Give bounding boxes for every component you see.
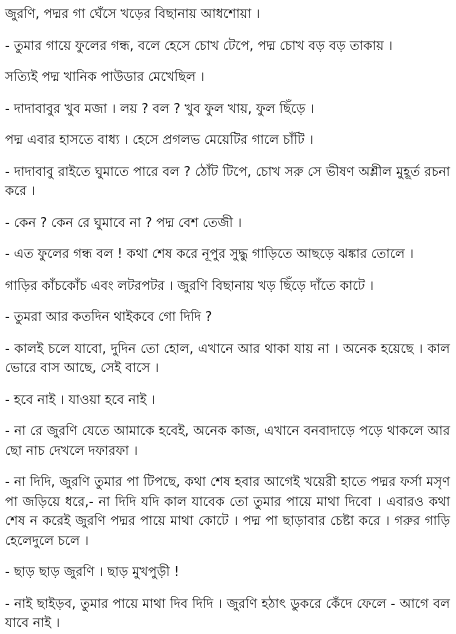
paragraph: - নাই ছাইড়ব, তুমার পায়ে মাথা দিব দিদি । জুরণি হঠাৎ ডুকরে কেঁদে ফেলে - আগে বল যাবে নাই । bbox=[5, 596, 450, 631]
paragraph: - কালই চলে যাবো, দুদিন তো হোল, এখানে আর থাকা যায় না । অনেক হয়েছে । কাল ভোরে বাস আছে, সেই বাসে । bbox=[5, 341, 450, 376]
paragraph: গাড়ির কাঁচকোঁচ এবং লটরপটর । জুরণি বিছানায় খড় ছিঁড়ে দাঁতে কাটে । bbox=[5, 278, 374, 294]
paragraph: - দাদাবাবুর খুব মজা । লয় ? বল ? খুব ফুল খায়, ফুল ছিঁড়ে । bbox=[5, 101, 315, 117]
paragraph: জুরণি, পদ্মর গা ঘেঁসে খড়ের বিছানায় আধশোয়া । bbox=[5, 7, 261, 22]
paragraph: - ছাড় ছাড় জুরণি । ছাড় মুখপুড়ী ! bbox=[5, 565, 180, 580]
paragraph: পদ্ম এবার হাসতে বাধ্য । হেসে প্রগলভ মেয়েটির গালে চাঁটি । bbox=[5, 133, 314, 148]
paragraph: - না রে জুরণি যেতে আমাকে হবেই, অনেক কাজ, এখানে বনবাদাড়ে পড়ে থাকলে আর ছো নাচ দেখলে দফারফা । bbox=[5, 424, 450, 459]
paragraph: - এত ফুলের গন্ধ বল ! কথা শেষ করে নূপুর সুদ্ধু গাড়িতে আছড়ে ঝঙ্কার তোলে । bbox=[5, 247, 414, 262]
paragraph: - হবে নাই । যাওয়া হবে নাই । bbox=[5, 392, 156, 408]
paragraph: - তুমার গায়ে ফুলের গন্ধ, বলে হেসে চোখ টেপে, পদ্ম চোখ বড় বড় তাকায় । bbox=[5, 38, 393, 54]
paragraph: সত্যিই পদ্ম খানিক পাউডার মেখেছিল । bbox=[5, 70, 205, 85]
paragraph: - কেন ? কেন রে ঘুমাবে না ? পদ্ম বেশ তেজী । bbox=[5, 215, 242, 231]
paragraph: - দাদাবাবু রাইতে ঘুমাতে পারে বল ? ঠোঁট টিপে, চোখ সরু সে ভীষণ অশ্লীল মুহূর্ত রচনা করে । bbox=[5, 164, 450, 199]
paragraph: - তুমরা আর কতদিন থাইকবে গো দিদি ? bbox=[5, 310, 213, 325]
paragraph: - না দিদি, জুরণি তুমার পা টিপছে, কথা শেষ হবার আগেই খয়েরী হাতে পদ্মর ফর্সা মসৃণ পা জড়িয়ে ধরে,- না দিদি যদি কাল যাবেক তো তুমার পায়ে মাথা দিবো । এবারও কথা শেষ ন করেই জুরণি পদ্মর পায়ে মাথা কোটে । পদ্ম পা ছাড়াবার চেষ্টা করে । গরুর গাড়ি হেলেদুলে চলে । bbox=[5, 475, 450, 549]
